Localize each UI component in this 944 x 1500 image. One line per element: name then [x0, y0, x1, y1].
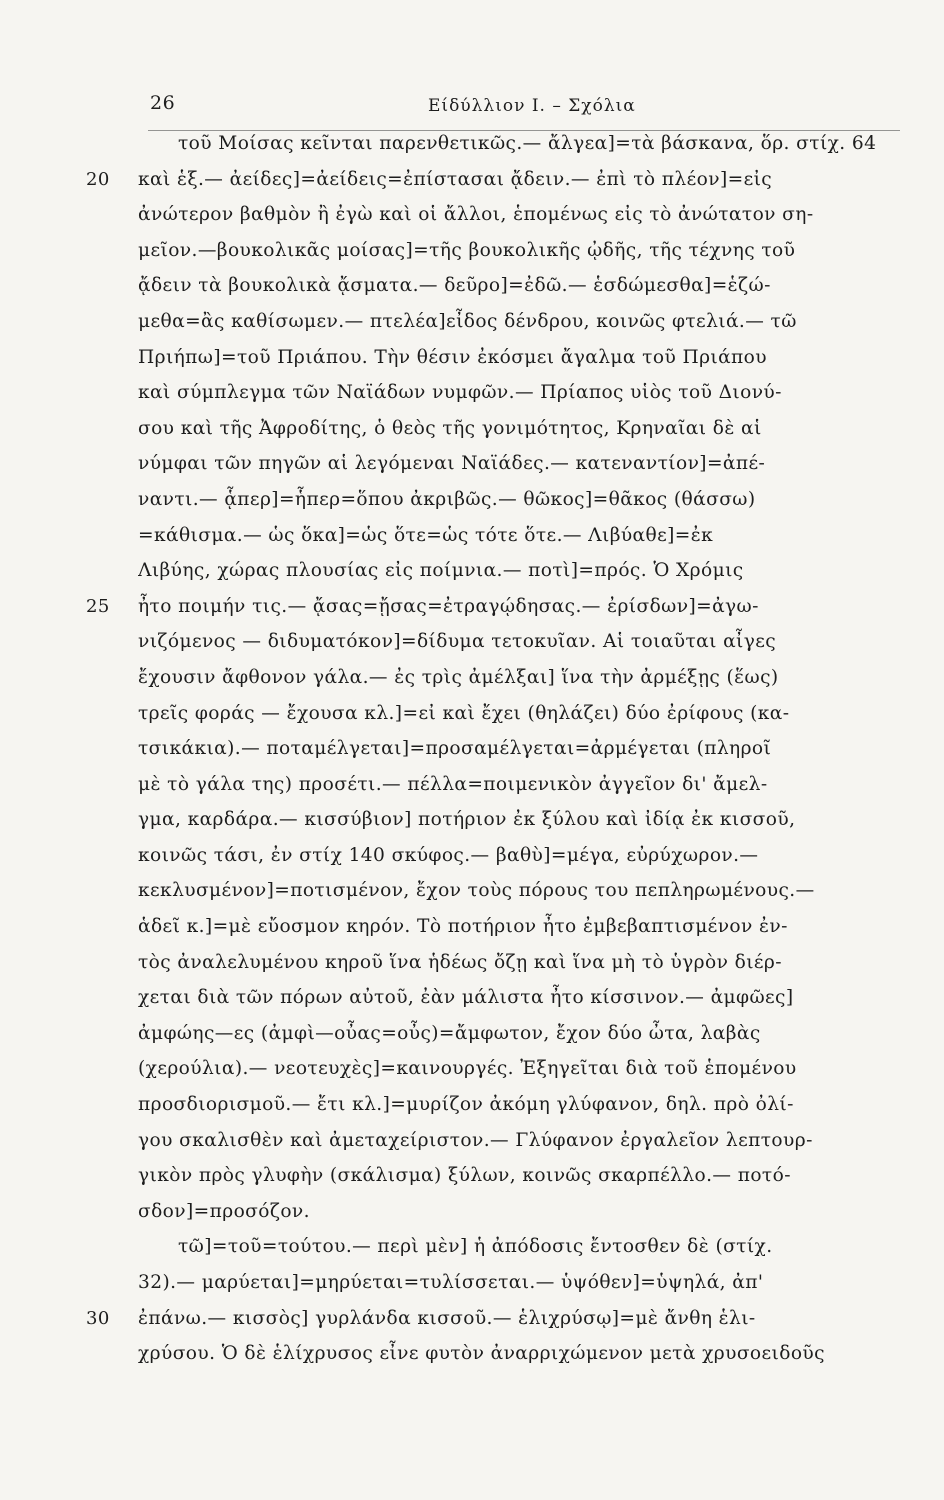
text-line [0, 268, 944, 304]
text-line [0, 873, 944, 909]
line-text: ἁδεῖ κ.]=μὲ εὔοσμον κηρόν. Τὸ ποτήριον ἦτο ἐμβεβαπτισμένον ἐν- [138, 916, 788, 938]
text-line [0, 624, 944, 660]
text-line [0, 1051, 944, 1087]
text-line [0, 233, 944, 269]
line-text: τὸς ἀναλελυμένου κηροῦ ἵνα ἡδέως ὄζῃ καὶ ἵνα μὴ τὸ ὑγρὸν διέρ- [138, 951, 782, 973]
text-line [0, 411, 944, 447]
line-text: =κάθισμα.— ὡς ὅκα]=ὡς ὅτε=ὡς τότε ὅτε.— Λιβύαθε]=ἐκ [138, 524, 714, 546]
line-text: γικὸν πρὸς γλυφὴν (σκάλισμα) ξύλων, κοινῶς σκαρπέλλο.— ποτό- [138, 1165, 791, 1187]
line-text: τῶ]=τοῦ=τούτου.— περὶ μὲν] ἡ ἀπόδοσις ἔντοσθεν δὲ (στίχ. [178, 1236, 773, 1258]
text-line [0, 340, 944, 376]
page-number: 26 [150, 92, 176, 114]
text-line [0, 375, 944, 411]
line-text: μὲ τὸ γάλα της) προσέτι.— πέλλα=ποιμενικὸν ἀγγεῖον δι' ἄμελ- [138, 773, 768, 795]
text-line [0, 1265, 944, 1301]
text-line [0, 660, 944, 696]
page-header [0, 86, 944, 126]
text-line [0, 1158, 944, 1194]
text-line [0, 838, 944, 874]
text-line [0, 589, 944, 625]
text-line [0, 197, 944, 233]
line-text: χεται διὰ τῶν πόρων αὐτοῦ, ἐὰν μάλιστα ἦτο κίσσινον.— ἀμφῶες] [138, 987, 794, 1009]
line-text: καὶ σύμπλεγμα τῶν Ναϊάδων νυμφῶν.— Πρίαπος υἱὸς τοῦ Διονύ- [138, 382, 782, 404]
text-line [0, 1194, 944, 1230]
text-line [0, 482, 944, 518]
text-line [0, 945, 944, 981]
text-line [0, 1301, 944, 1337]
line-text: τοῦ Μοίσας κεῖνται παρενθετικῶς.— ἄλγεα]=τὰ βάσκανα, ὅρ. στίχ. 64 [178, 133, 877, 154]
text-line [0, 731, 944, 767]
line-text: ᾄδειν τὰ βουκολικὰ ᾄσματα.— δεῦρο]=ἐδῶ.— ἑσδώμεσθα]=ἑζώ- [138, 275, 771, 297]
line-text: γου σκαλισθὲν καὶ ἀμεταχείριστον.— Γλύφανον ἐργαλεῖον λεπτουρ- [138, 1129, 813, 1151]
line-text: ἀνώτερον βαθμὸν ἢ ἐγὼ καὶ οἱ ἄλλοι, ἑπομένως εἰς τὸ ἀνώτατον ση- [138, 204, 814, 226]
line-number: 20 [86, 168, 110, 190]
text-line [0, 1336, 944, 1372]
text-line [0, 446, 944, 482]
line-text: κεκλυσμένον]=ποτισμένον, ἔχον τοὺς πόρους του πεπληρωμένους.— [138, 880, 815, 902]
line-text: μεθα=ἂς καθίσωμεν.— πτελέα]εἶδος δένδρου, κοινῶς φτελιά.— τῶ [138, 310, 797, 332]
text-line [0, 162, 944, 198]
text-line [0, 126, 944, 162]
running-title: Είδύλλιον Ι. – Σχόλια [428, 96, 636, 116]
line-text: χρύσου. Ὁ δὲ ἑλίχρυσος εἶνε φυτὸν ἀναρριχώμενον μετὰ χρυσοειδοῦς [138, 1343, 825, 1365]
line-text: γμα, καρδάρα.— κισσύβιον] ποτήριον ἐκ ξύλου καὶ ἰδίᾳ ἐκ κισσοῦ, [138, 809, 796, 831]
text-line [0, 980, 944, 1016]
text-line [0, 1087, 944, 1123]
line-number: 25 [86, 595, 110, 617]
line-text: κοινῶς τάσι, ἐν στίχ 140 σκύφος.— βαθὺ]=μέγα, εὐρύχωρον.— [138, 844, 759, 866]
line-text: νιζόμενος — διδυματόκον]=δίδυμα τετοκυῖαν. Αἱ τοιαῦται αἶγες [138, 631, 777, 653]
line-text: ἔχουσιν ἄφθονον γάλα.— ἐς τρὶς ἀμέλξαι] ἵνα τὴν ἀρμέξῃς (ἕως) [138, 666, 779, 688]
line-text: τρεῖς φοράς — ἔχουσα κλ.]=εἰ καὶ ἔχει (θηλάζει) δύο ἐρίφους (κα- [138, 702, 790, 724]
text-line [0, 1229, 944, 1265]
text-line [0, 1016, 944, 1052]
line-text: μεῖον.—βουκολικᾶς μοίσας]=τῆς βουκολικῆς ᾠδῆς, τῆς τέχνης τοῦ [138, 239, 796, 261]
text-line [0, 304, 944, 340]
line-text: προσδιορισμοῦ.— ἔτι κλ.]=μυρίζον ἀκόμη γλύφανον, δηλ. πρὸ ὀλί- [138, 1094, 794, 1116]
text-line [0, 553, 944, 589]
line-text: ἐπάνω.— κισσὸς] γυρλάνδα κισσοῦ.— ἑλιχρύσῳ]=μὲ ἄνθη ἑλι- [138, 1307, 756, 1329]
text-line [0, 1123, 944, 1159]
line-text: τσικάκια).— ποταμέλγεται]=προσαμέλγεται=ἀρμέγεται (πληροῖ [138, 738, 772, 760]
line-text: (χερούλια).— νεοτευχὲς]=καινουργές. Ἐξηγεῖται διὰ τοῦ ἑπομένου [138, 1058, 797, 1080]
line-text: 32).— μαρύεται]=μηρύεται=τυλίσσεται.— ὑψόθεν]=ὑψηλά, ἀπ' [138, 1272, 764, 1293]
line-text: Λιβύης, χώρας πλουσίας εἰς ποίμνια.— ποτὶ]=πρός. Ὁ Χρόμις [138, 560, 744, 582]
text-line [0, 767, 944, 803]
line-text: ἦτο ποιμήν τις.— ᾄσας=ᾔσας=ἐτραγῴδησας.— ἐρίσδων]=ἀγω- [138, 595, 759, 617]
line-text: σδον]=προσόζον. [138, 1200, 310, 1222]
line-text: νύμφαι τῶν πηγῶν αἱ λεγόμεναι Ναϊάδες.— κατεναντίον]=ἀπέ- [138, 453, 766, 475]
line-text: ναντι.— ᾇπερ]=ἧπερ=ὅπου ἀκριβῶς.— θῶκος]=θᾶκος (θάσσω) [138, 488, 756, 510]
line-text: ἀμφώης—ες (ἀμφὶ—οὖας=οὖς)=ἄμφωτον, ἔχον δύο ὦτα, λαβὰς [138, 1022, 761, 1044]
commentary-body [0, 126, 944, 1372]
text-line [0, 802, 944, 838]
line-text: Πριήπω]=τοῦ Πριάπου. Τὴν θέσιν ἐκόσμει ἄγαλμα τοῦ Πριάπου [138, 346, 767, 368]
line-text: σου καὶ τῆς Ἀφροδίτης, ὁ θεὸς τῆς γονιμότητος, Κρηναῖαι δὲ αἱ [138, 417, 762, 439]
line-text: καὶ ἑξ.— ἀείδες]=ἀείδεις=ἐπίστασαι ᾄδειν.— ἐπὶ τὸ πλέον]=εἰς [138, 168, 773, 190]
text-line [0, 909, 944, 945]
text-line [0, 696, 944, 732]
text-line [0, 518, 944, 554]
line-number: 30 [86, 1307, 110, 1329]
